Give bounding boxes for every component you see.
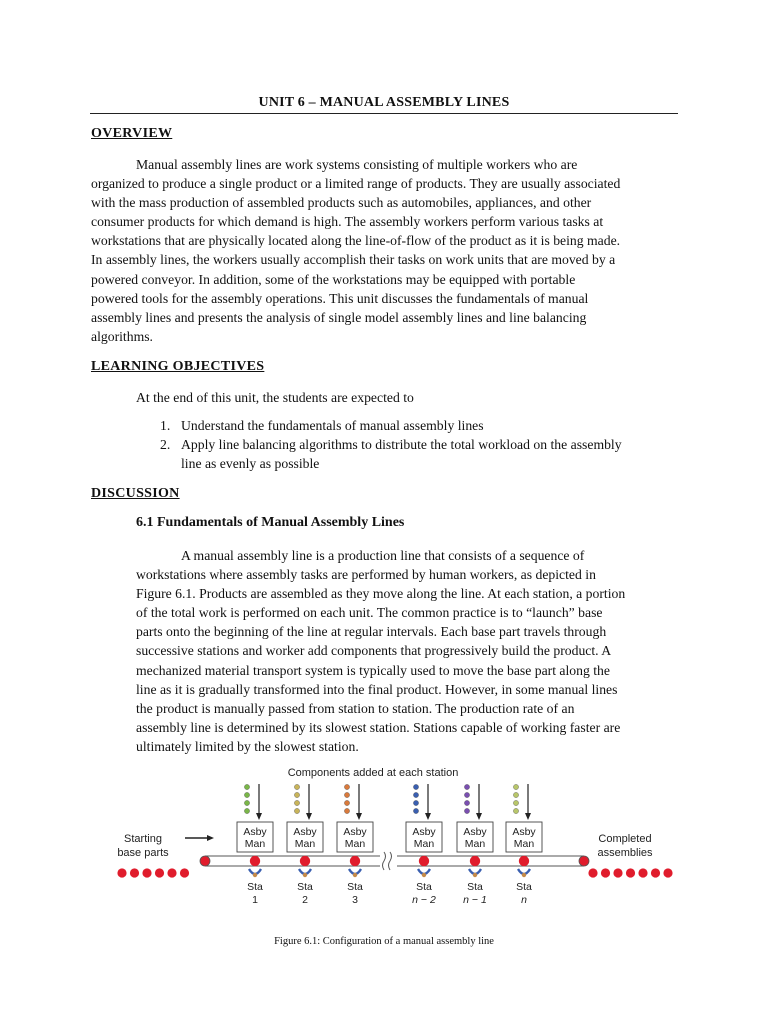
discussion-line: of the total work is performed on each unit. The common practice is to “launch” base [136,605,603,621]
overview-paragraph [91,155,620,346]
station-number: 2 [302,894,308,906]
objectives-intro: At the end of this unit, the students are expected to [136,390,414,405]
overview-line: powered tools for the assembly operations. This unit discusses the fundamentals of manual [91,290,589,306]
discussion-line: ultimately limited by the slowest station. [136,738,359,754]
component-dot [513,800,518,805]
station-label: Sta [416,881,432,893]
discussion-paragraph [136,546,625,756]
component-arrowhead [356,813,362,820]
completed-label: Completed [598,833,652,845]
station-box-label: Asby [293,826,317,838]
station-label: Sta [247,881,263,893]
component-dot [344,800,349,805]
completed-assembly [626,868,635,877]
overview-line: consumer products for which demand is high. The assembly workers perform various tasks at [91,214,604,230]
completed-label: assemblies [597,847,653,859]
title-rule [90,113,678,114]
component-dot [413,784,418,789]
overview-line: organized to produce a single product or a limited range of products. They are usually associated [91,176,621,192]
component-dot [294,792,299,797]
overview-line: workstations that are physically located along the line-of-flow of the product as it is being made. [91,233,621,249]
component-dot [294,808,299,813]
starting-label: Starting [124,833,162,845]
station-box-label: Man [344,838,366,850]
station-number: n [521,894,527,906]
station-label: Sta [347,881,363,893]
component-dot [294,800,299,805]
component-dot [413,808,418,813]
objectives-list [136,416,622,473]
component-dot [244,784,249,789]
component-arrowhead [476,813,482,820]
component-dot [513,792,518,797]
completed-assembly [663,868,672,877]
station-box-label: Man [464,838,486,850]
station-label: Sta [516,881,532,893]
component-dot [513,784,518,789]
discussion-heading: DISCUSSION [91,486,180,501]
objective-text: Understand the fundamentals of manual assembly lines [181,418,484,433]
component-dot [413,792,418,797]
discussion-line: mechanized material transport system is typically used to move the base part along the [136,662,610,678]
objective-text: Apply line balancing algorithms to distribute the total workload on the assembly [181,437,622,453]
station-label: Sta [467,881,483,893]
starting-base-part [180,868,189,877]
completed-assembly [651,868,660,877]
starting-base-part [142,868,151,877]
overview-line: In assembly lines, the workers usually accomplish their tasks on work units that are moved by a [91,252,616,268]
overview-heading: OVERVIEW [91,126,173,141]
work-unit [250,856,260,866]
component-dot [344,792,349,797]
starting-base-part [155,868,164,877]
objective-text: line as evenly as possible [181,456,320,472]
assembly-line-figure [110,760,680,910]
objective-item [136,435,622,473]
section-heading: 6.1 Fundamentals of Manual Assembly Lines [136,515,405,530]
station-number: 3 [352,894,358,906]
component-arrowhead [425,813,431,820]
overview-line: powered conveyor. In addition, some of the workstations may be equipped with portable [91,271,576,287]
conveyor-break-mark [383,852,392,870]
overview-line: algorithms. [91,328,153,344]
work-unit [519,856,529,866]
component-dot [413,800,418,805]
station-box-label: Man [244,838,266,850]
worker-icon [473,873,477,877]
station-box-label: Asby [412,826,436,838]
component-dot [464,800,469,805]
station-box-label: Man [513,838,535,850]
conveyor-end-roller [200,856,210,866]
starting-base-part [117,868,126,877]
figure-caption: Figure 6.1: Configuration of a manual assembly line [274,936,494,947]
completed-assembly [638,868,647,877]
objective-number: 2. [160,437,171,453]
component-dot [344,808,349,813]
component-arrowhead [256,813,262,820]
discussion-line: the product is manually passed from station to station. The production rate of an [136,700,575,716]
discussion-line: parts onto the beginning of the line at regular intervals. Each base part travels through [136,624,607,640]
overview-line: assembly lines and presents the analysis of single model assembly lines and line balancing [91,309,587,325]
component-dot [464,784,469,789]
component-dot [464,808,469,813]
station-number: 1 [252,894,258,906]
station-box-label: Asby [463,826,487,838]
completed-assembly [588,868,597,877]
discussion-line: Figure 6.1. Products are assembled as they move along the line. At each station, a portion [136,586,626,602]
component-arrowhead [525,813,531,820]
station-box-label: Man [413,838,435,850]
overview-line: with the mass production of assembled products such as automobiles, appliances, and other [91,195,592,211]
discussion-line: A manual assembly line is a production line that consists of a sequence of [181,548,585,563]
station-box-label: Asby [343,826,367,838]
components-label: Components added at each station [287,767,459,779]
discussion-line: workstations where assembly tasks are performed by human workers, as depicted in [136,567,596,583]
component-dot [294,784,299,789]
worker-icon [353,873,357,877]
worker-icon [422,873,426,877]
worker-icon [303,873,307,877]
station-box-label: Asby [243,826,267,838]
work-unit [350,856,360,866]
objective-number: 1. [160,418,171,433]
station-box-label: Asby [512,826,536,838]
component-dot [244,800,249,805]
station-number: n − 1 [463,894,487,906]
component-dot [513,808,518,813]
learning-objectives-heading: LEARNING OBJECTIVES [91,359,265,374]
station-label: Sta [297,881,313,893]
discussion-line: successive stations and worker add components that progressively build the product. A [136,643,612,659]
conveyor-end-roller [579,856,589,866]
overview-line: Manual assembly lines are work systems consisting of multiple workers who are [136,157,578,172]
station-number: n − 2 [412,894,436,906]
worker-icon [253,873,257,877]
component-arrowhead [306,813,312,820]
component-dot [244,808,249,813]
unit-title: UNIT 6 – MANUAL ASSEMBLY LINES [258,95,510,110]
component-dot [344,784,349,789]
work-unit [419,856,429,866]
worker-icon [522,873,526,877]
component-dot [464,792,469,797]
component-dot [244,792,249,797]
completed-assembly [613,868,622,877]
starting-base-part [167,868,176,877]
work-unit [470,856,480,866]
completed-assembly [601,868,610,877]
assembly-line-diagram [110,760,680,910]
station-box-label: Man [294,838,316,850]
work-unit [300,856,310,866]
discussion-line: assembly line is determined by its slowest station. Stations capable of working faster are [136,719,621,735]
input-arrowhead [207,835,214,841]
starting-base-part [130,868,139,877]
discussion-line: line as it is gradually transformed into the final product. However, in some manual lines [136,681,618,697]
objective-item [136,416,622,435]
starting-label: base parts [117,847,169,859]
